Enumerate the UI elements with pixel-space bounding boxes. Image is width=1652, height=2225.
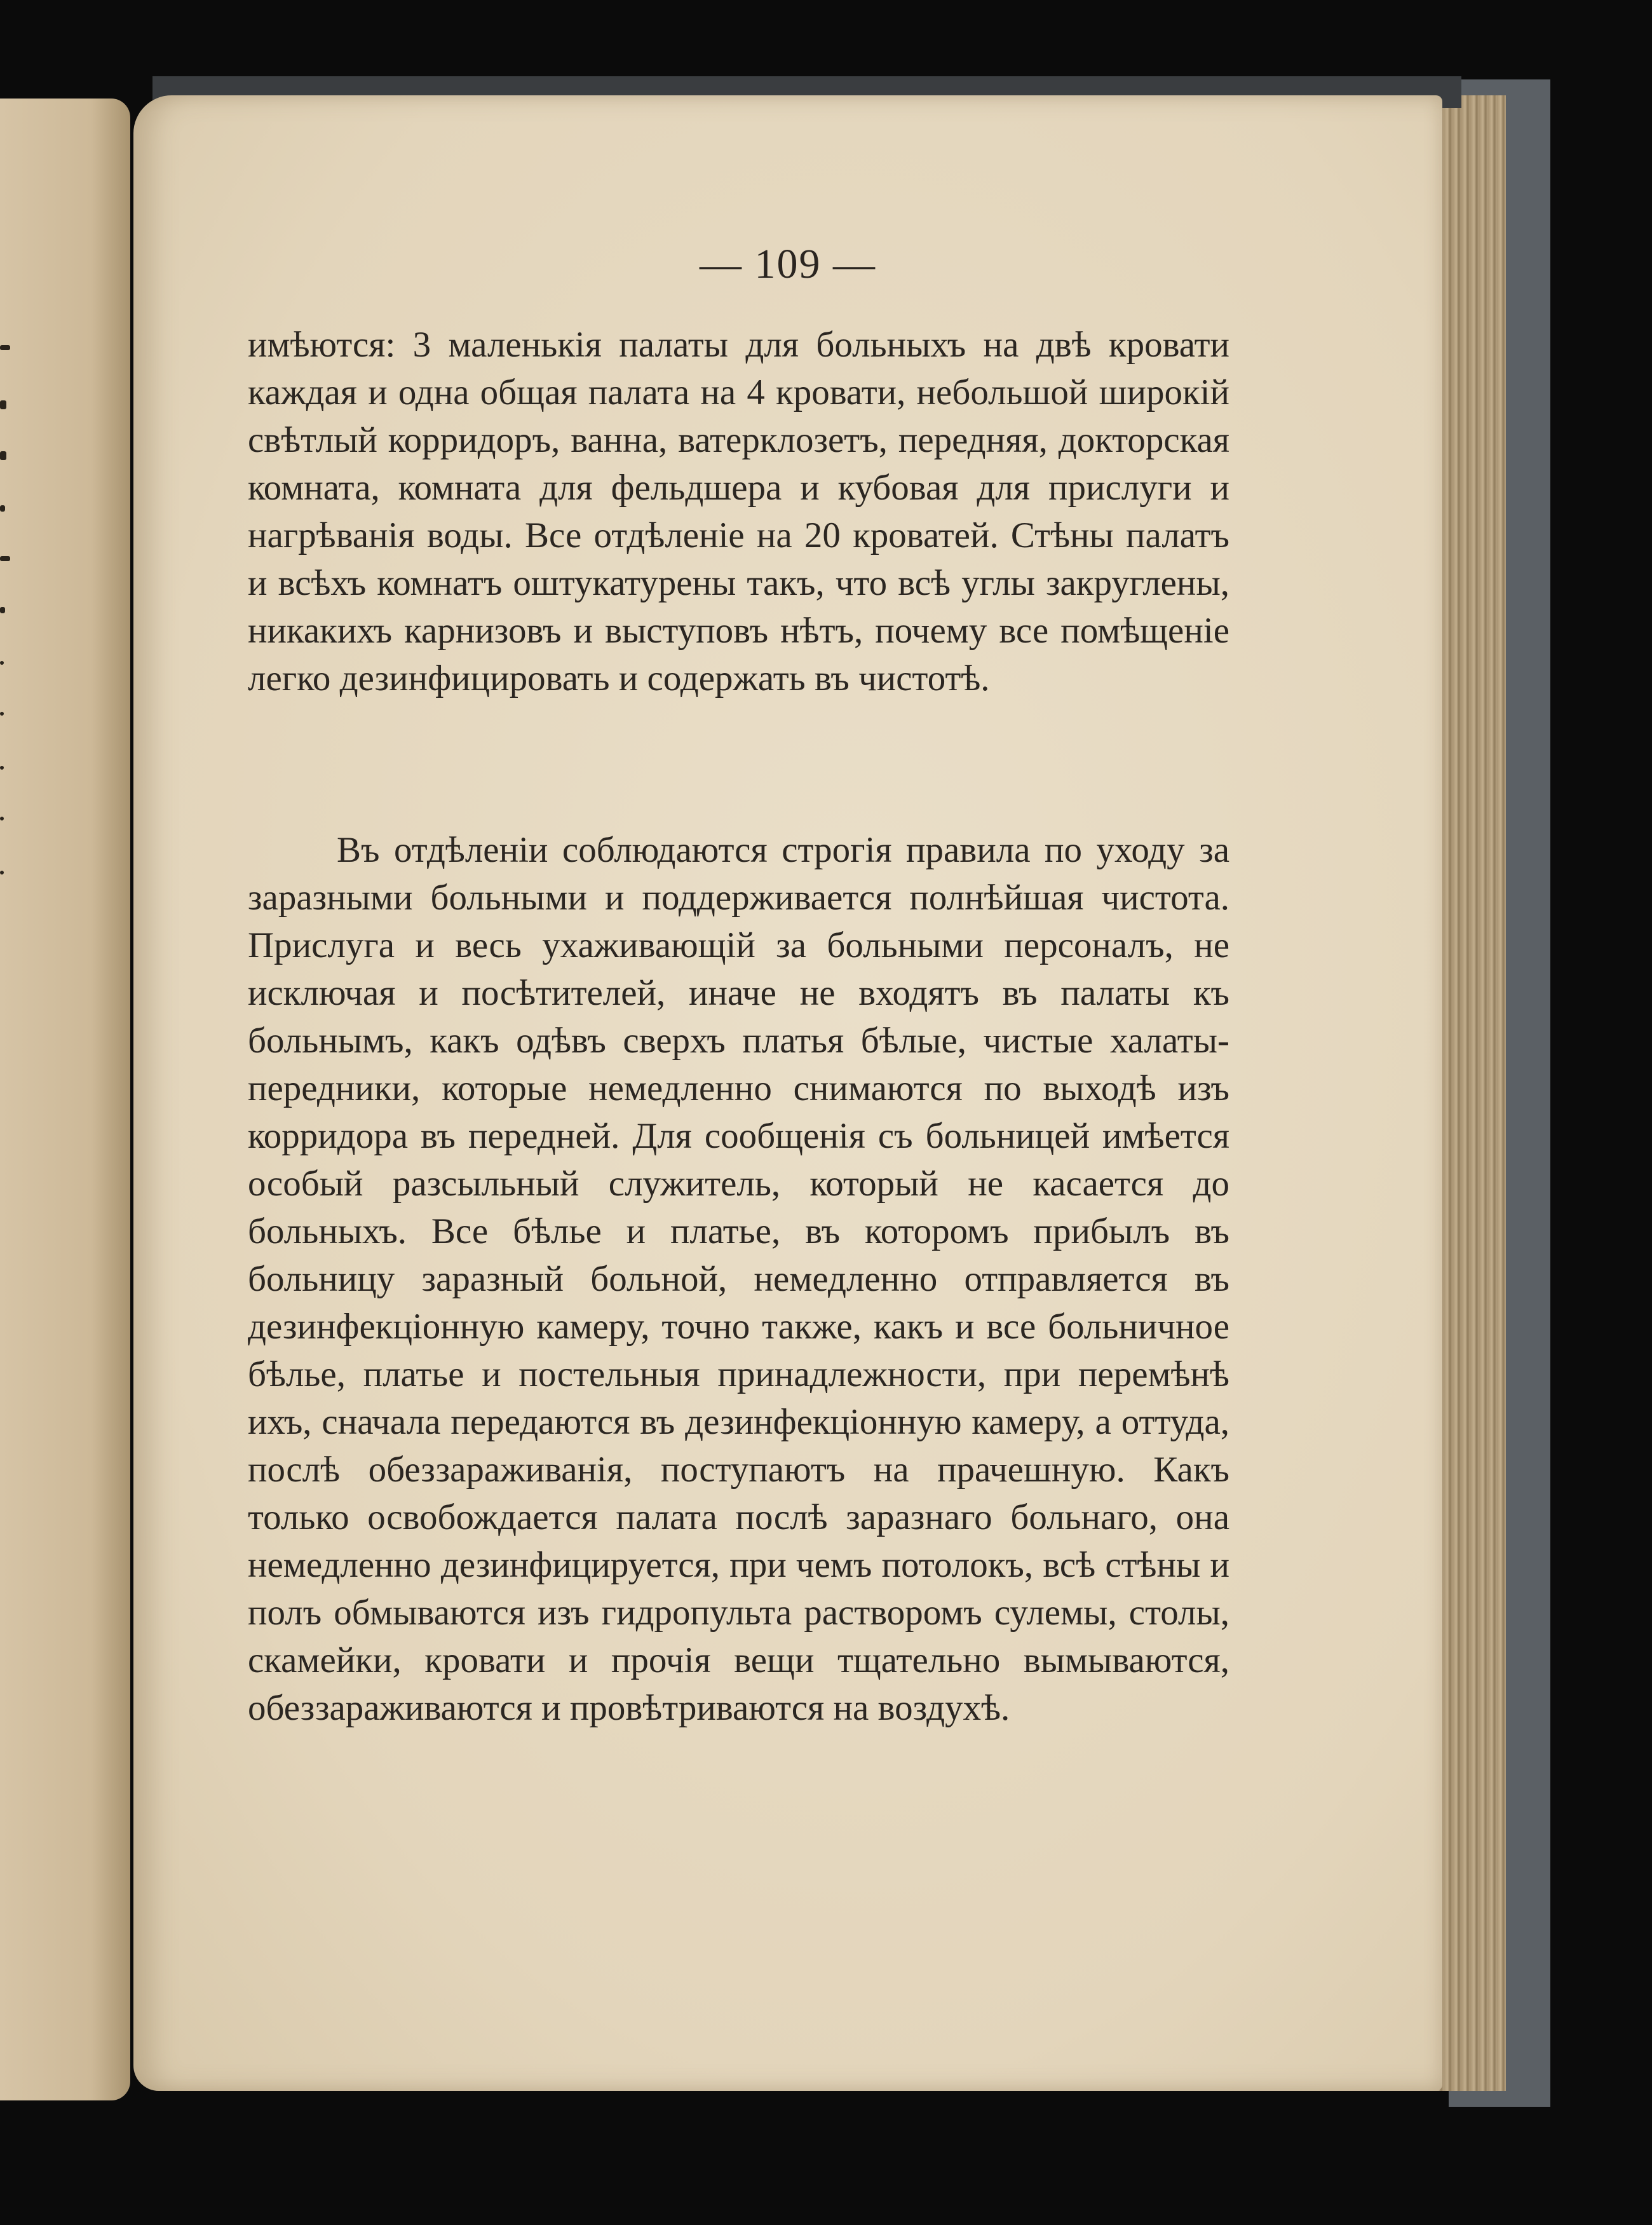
paragraph: Въ отдѣленіи соблюдаются строгія правила по уходу за заразными больными и поддерживается полнѣйшая чистота. Прислуга и весь ухаживающій за больными персоналъ, не исключая и посѣтителей, иначе не входятъ въ палаты къ больнымъ, какъ одѣвъ сверхъ платья бѣлые, чистые халаты-передники, которые немедленно снимаются по выходѣ изъ корридора въ передней. Для сообщенія съ больницей имѣется особый разсыльный служитель, который не касается до больныхъ. Все бѣлье и платье, въ которомъ прибылъ въ больницу заразный больной, немедленно отправляется въ дезинфекціонную камеру, точно также, какъ и все больничное бѣлье, платье и постельныя принадлежности, при перемѣнѣ ихъ, сначала передаются въ дезинфекціонную камеру, а оттуда, послѣ обеззараживанія, поступаютъ на прачешную. Какъ только освобождается палата послѣ заразнаго больнаго, она немедленно дезинфицируется, при чемъ потолокъ, всѣ стѣны и полъ обмываются изъ гидропульта растворомъ сулемы, столы, скамейки, кровати и прочія вещи тщательно вымываются, обеззараживаются и провѣтриваются на воздухѣ. — [248, 830, 1229, 1728]
text-edge-mark — [0, 556, 10, 561]
text-edge-mark — [0, 607, 5, 613]
text-edge-mark — [0, 817, 4, 820]
paragraph: имѣются: 3 маленькія палаты для больныхъ на двѣ кровати каждая и одна общая палата на 4 кровати, небольшой широкій свѣтлый корридоръ, ванна, ватерклозетъ, передняя, докторская комната, комната для фельдшера и кубовая для прислуги и нагрѣванія воды. Все отдѣленіе на 20 кроватей. Стѣны палатъ и всѣхъ комнатъ оштукатурены такъ, что всѣ углы закруглены, никакихъ карнизовъ и выступовъ нѣтъ, почему все помѣщеніе легко дезинфицировать и содержать въ чистотѣ. — [248, 325, 1229, 698]
text-edge-mark — [0, 712, 4, 716]
text-edge-mark — [0, 345, 10, 350]
text-edge-mark — [0, 766, 4, 770]
text-edge-mark — [0, 505, 5, 512]
page-number: — 109 — — [700, 241, 876, 287]
text-edge-mark — [0, 661, 4, 665]
text-edge-mark — [0, 871, 4, 874]
book-page — [133, 95, 1442, 2091]
text-edge-mark — [0, 400, 6, 409]
facing-page-left — [0, 99, 130, 2100]
text-edge-mark — [0, 451, 6, 460]
